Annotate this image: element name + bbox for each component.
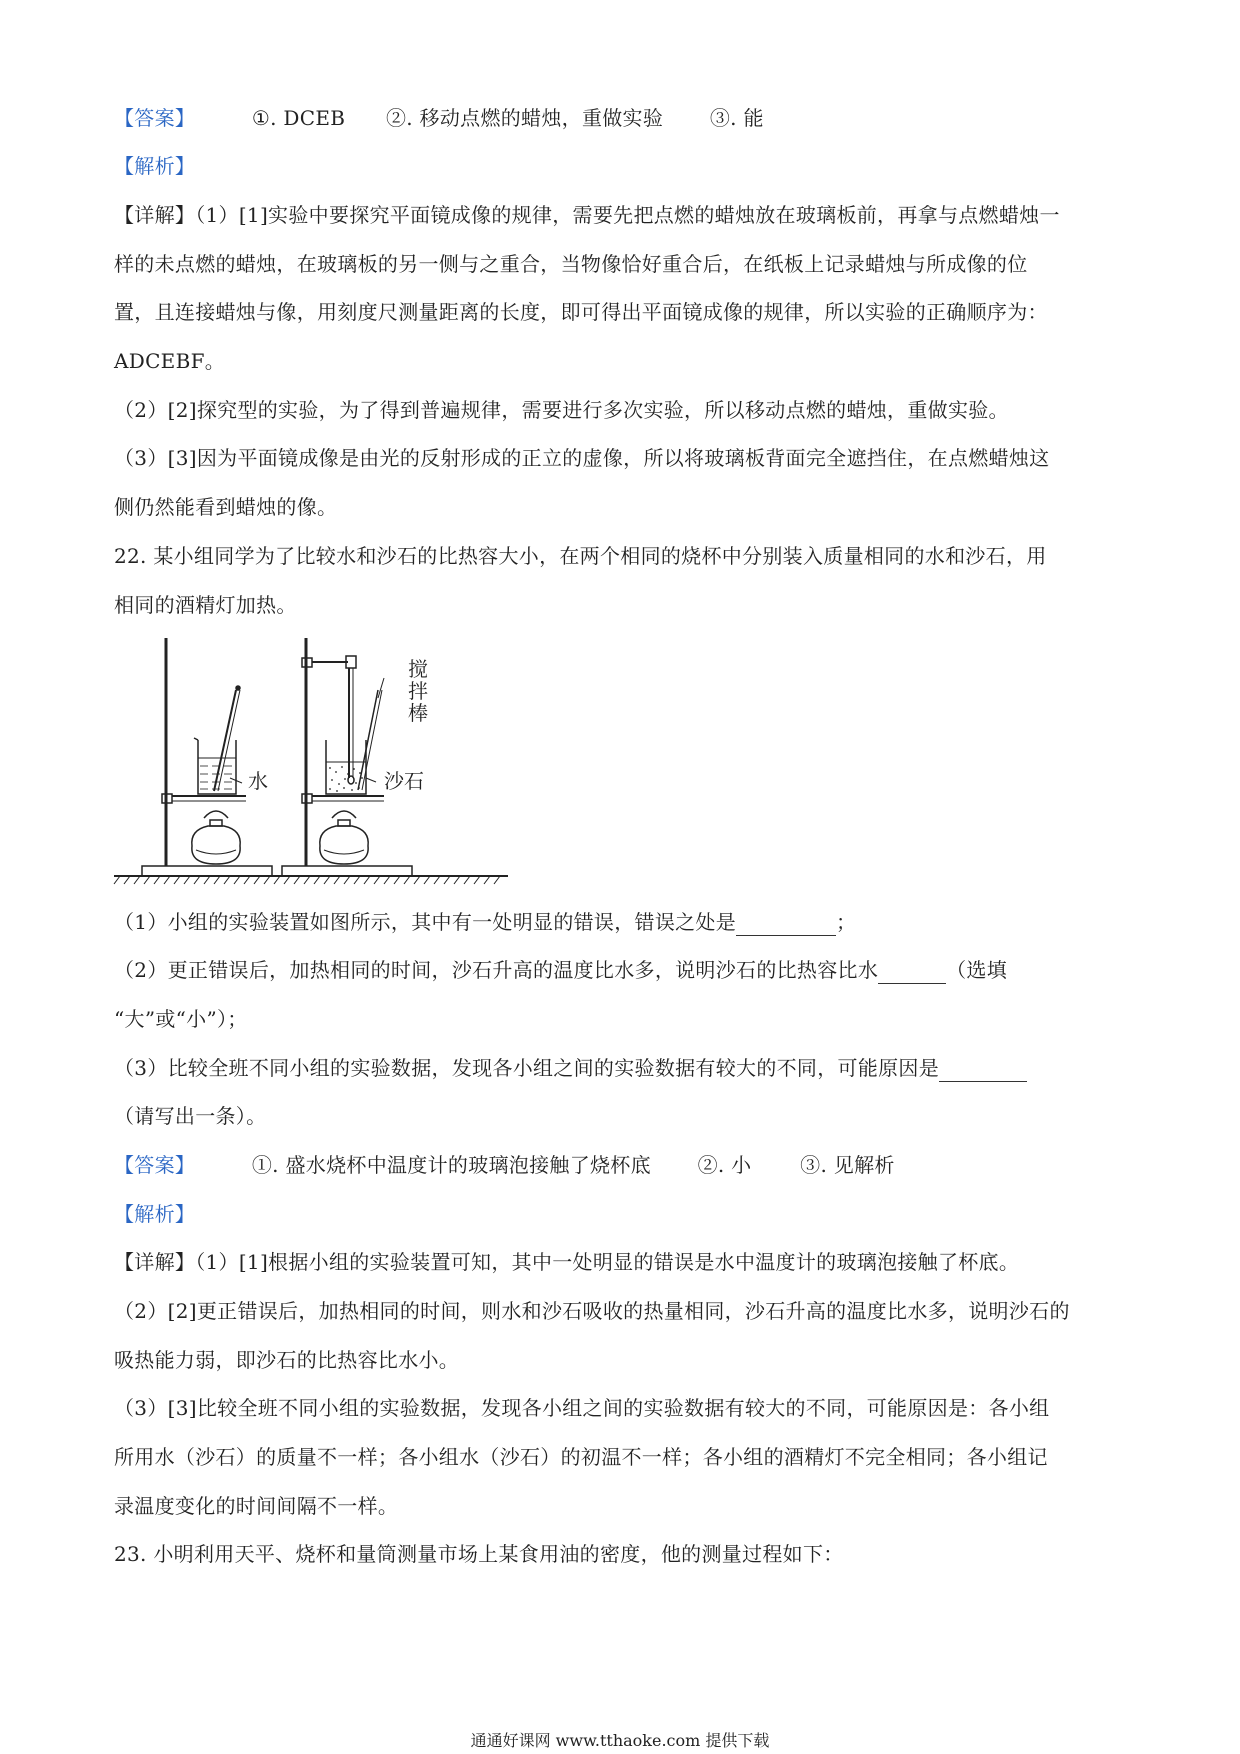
answer-blank-3[interactable]	[939, 1059, 1027, 1082]
label-sand: 沙石	[384, 769, 424, 793]
label-stir-1: 搅	[408, 657, 428, 681]
right-stand	[282, 638, 412, 876]
left-stand-base	[142, 866, 272, 876]
right-stand-base	[282, 866, 412, 876]
q22-detail-3b: 所用水（沙石）的质量不一样；各小组水（沙石）的初温不一样；各小组的酒精灯不完全相同；各小组记	[114, 1445, 1048, 1469]
analysis-heading	[114, 152, 195, 180]
q22-sub3b: （请写出一条）。	[114, 1104, 267, 1128]
answer-1: ①. DCEB	[251, 106, 346, 130]
detail-tag: 【详解】	[114, 1250, 196, 1274]
q22-detail-3a: （3）[3]比较全班不同小组的实验数据，发现各小组之间的实验数据有较大的不同，可能原因是：各小组	[114, 1396, 1050, 1420]
q22-sub1	[114, 908, 856, 936]
q21-detail-1c: 置，且连接蜡烛与像，用刻度尺测量距离的长度，即可得出平面镜成像的规律，所以实验的正确顺序为：	[114, 300, 1048, 324]
q21-detail-3b: 侧仍然能看到蜡烛的像。	[114, 495, 338, 519]
left-lamp	[192, 826, 240, 864]
sub1-text: （1）小组的实验装置如图所示，其中有一处明显的错误，错误之处是	[114, 910, 737, 934]
left-thermometer	[214, 690, 236, 791]
answer-2: ②. 小	[697, 1153, 752, 1177]
answer-blank-1[interactable]	[736, 913, 836, 936]
sub2-end: （选填	[946, 958, 1008, 982]
ground-hatching	[114, 876, 500, 884]
q22-detail-1	[114, 1248, 1019, 1276]
right-lamp	[320, 826, 368, 864]
q22-sub3a	[114, 1054, 1027, 1082]
q21-detail-1d: ADCEBF。	[114, 349, 226, 373]
detail-text: （1）[1]实验中要探究平面镜成像的规律，需要先把点燃的蜡烛放在玻璃板前，再拿与点燃蜡烛一	[195, 203, 1060, 227]
sub3-text: （3）比较全班不同小组的实验数据，发现各小组之间的实验数据有较大的不同，可能原因是	[114, 1056, 940, 1080]
q22-sub2a	[114, 956, 1007, 984]
stirring-rod	[358, 690, 378, 790]
answer-1: ①. 盛水烧杯中温度计的玻璃泡接触了烧杯底	[251, 1153, 651, 1177]
q21-detail-2: （2）[2]探究型的实验，为了得到普遍规律，需要进行多次实验，所以移动点燃的蜡烛，重做实验。	[114, 398, 1009, 422]
page-footer[interactable]: 通通好课网 www.tthaoke.com 提供下载	[470, 1731, 770, 1750]
q22-answer-line	[114, 1151, 895, 1179]
q22-sub2b: “大”或“小”）；	[114, 1007, 248, 1031]
analysis-tag: 【解析】	[114, 154, 196, 178]
right-beaker	[326, 740, 366, 794]
left-beaker	[198, 740, 236, 794]
left-stand	[142, 638, 272, 876]
answer-3: ③. 能	[709, 106, 764, 130]
q21-detail-1a	[114, 201, 1060, 229]
label-water: 水	[248, 769, 268, 793]
experiment-figure	[112, 628, 512, 892]
sub1-end: ；	[836, 910, 857, 934]
analysis-heading	[114, 1200, 195, 1228]
q21-answer-line	[114, 104, 764, 132]
label-stir-3: 棒	[408, 701, 428, 725]
right-flame	[332, 811, 356, 818]
detail-text: （1）[1]根据小组的实验装置可知，其中一处明显的错误是水中温度计的玻璃泡接触了杯底。	[195, 1250, 1020, 1274]
q21-detail-3a: （3）[3]因为平面镜成像是由光的反射形成的正立的虚像，所以将玻璃板背面完全遮挡住，在点燃蜡烛这	[114, 446, 1050, 470]
q21-detail-1b: 样的未点燃的蜡烛，在玻璃板的另一侧与之重合，当物像恰好重合后，在纸板上记录蜡烛与所成像的位	[114, 252, 1028, 276]
answer-blank-2[interactable]	[878, 961, 946, 984]
analysis-tag: 【解析】	[114, 1202, 196, 1226]
answer-tag: 【答案】	[114, 1153, 196, 1177]
sand-pointer	[366, 778, 376, 782]
left-flame	[204, 811, 228, 818]
q23-stem: 23. 小明利用天平、烧杯和量筒测量市场上某食用油的密度，他的测量过程如下：	[114, 1542, 844, 1566]
answer-tag: 【答案】	[114, 106, 196, 130]
answer-2: ②. 移动点燃的蜡烛，重做实验	[385, 106, 664, 130]
q22-stem-a: 22. 某小组同学为了比较水和沙石的比热容大小，在两个相同的烧杯中分别装入质量相同的水和沙石，用	[114, 544, 1047, 568]
q22-stem-b: 相同的酒精灯加热。	[114, 593, 297, 617]
q22-detail-2a: （2）[2]更正错误后，加热相同的时间，则水和沙石吸收的热量相同，沙石升高的温度比水多，说明沙石的	[114, 1299, 1070, 1323]
label-stir-2: 拌	[408, 679, 428, 703]
detail-tag: 【详解】	[114, 203, 196, 227]
q22-detail-3c: 录温度变化的时间间隔不一样。	[114, 1494, 399, 1518]
answer-3: ③. 见解析	[800, 1153, 895, 1177]
sub2-text: （2）更正错误后，加热相同的时间，沙石升高的温度比水多，说明沙石的比热容比水	[114, 958, 879, 982]
q22-detail-2b: 吸热能力弱，即沙石的比热容比水小。	[114, 1348, 460, 1372]
heating-apparatus-diagram	[112, 628, 512, 888]
